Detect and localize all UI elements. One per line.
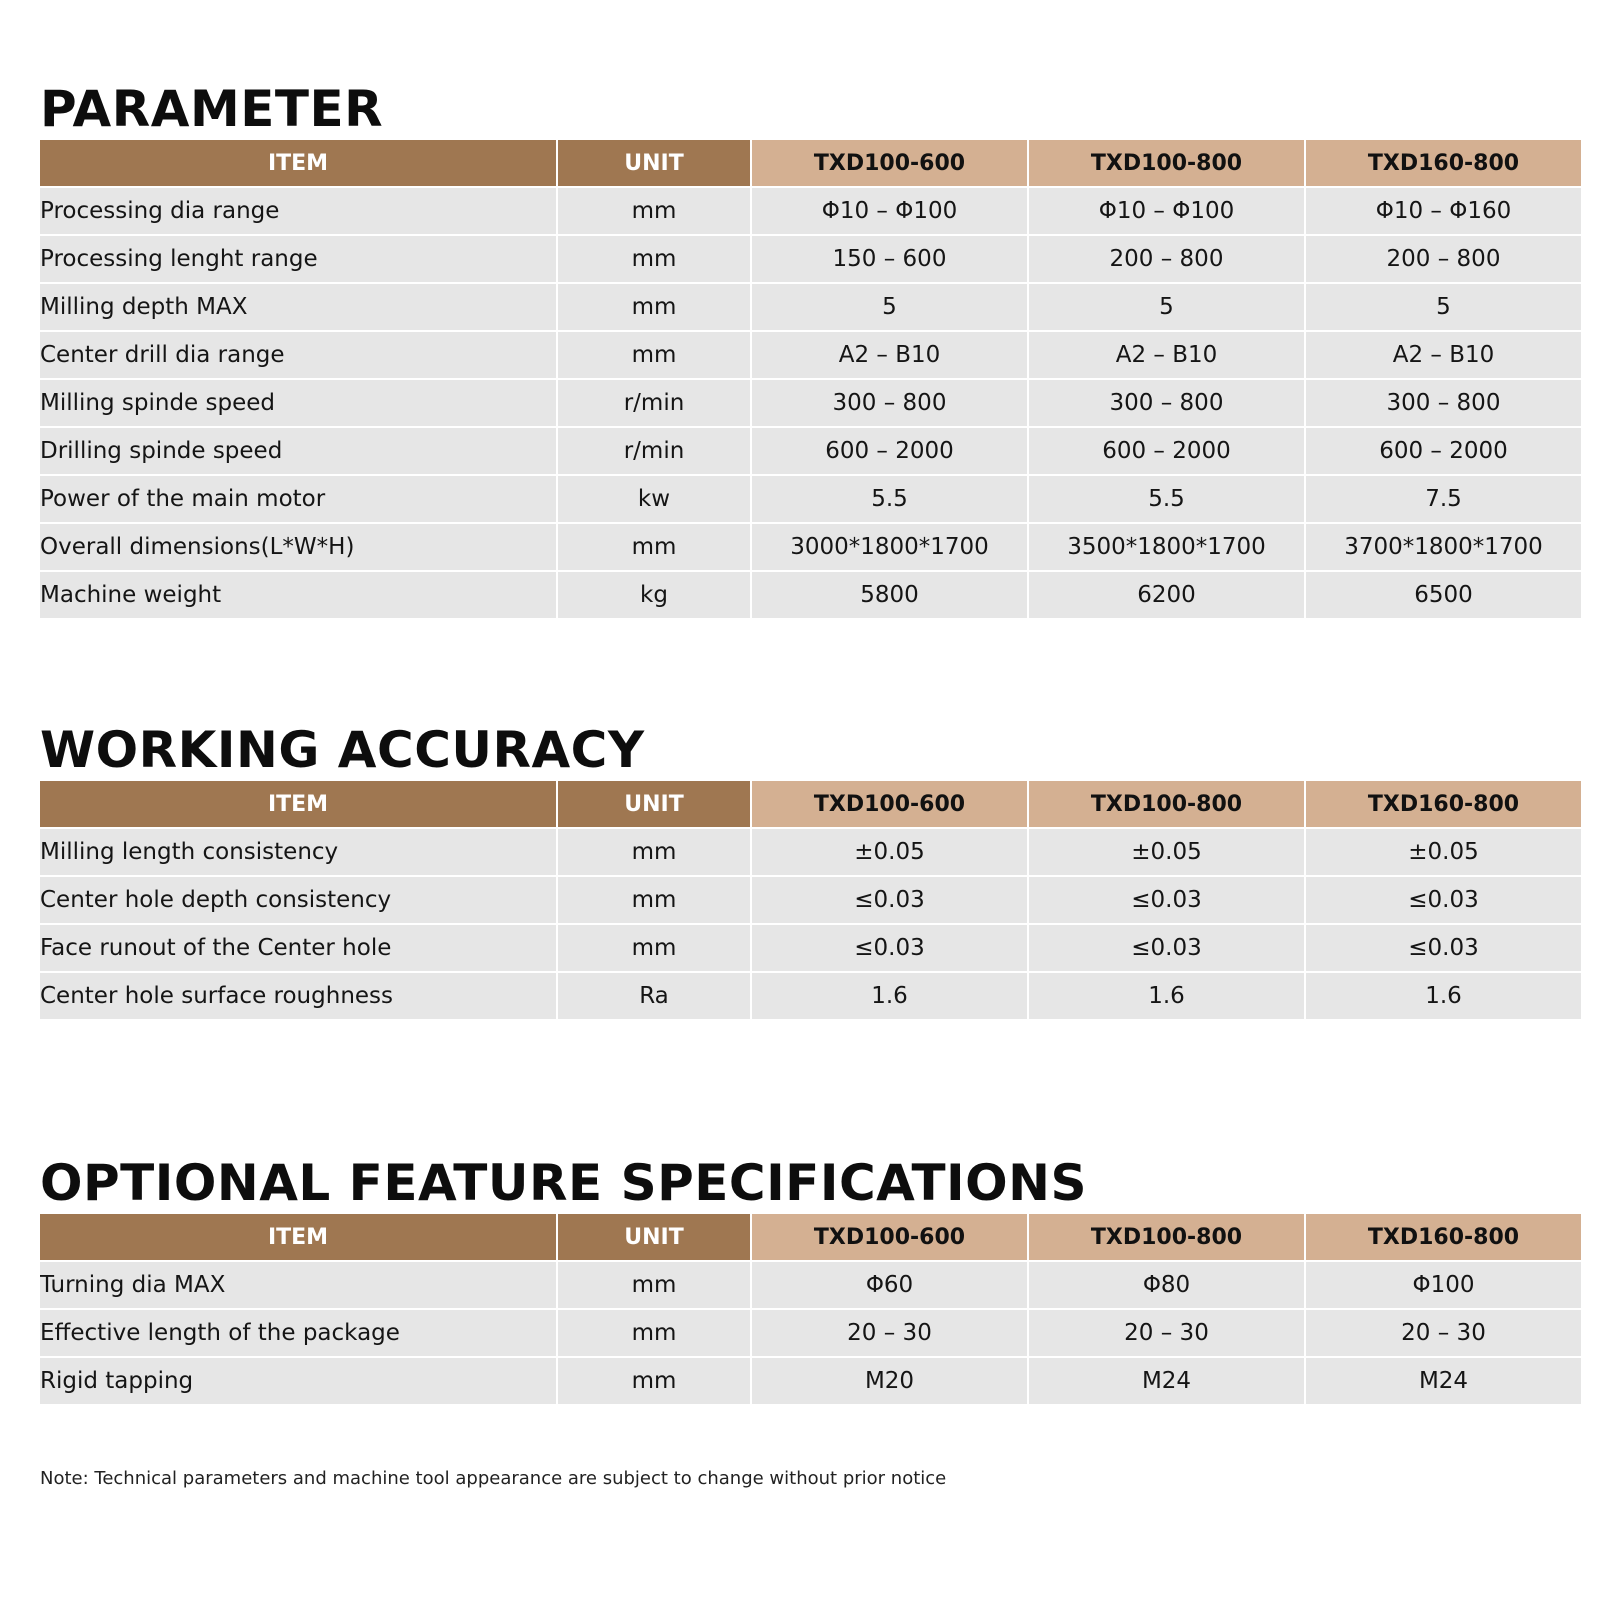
value-cell: 5800 [752,572,1027,618]
value-cell: 200 – 800 [1306,236,1581,282]
value-cell: ≤0.03 [1306,877,1581,923]
unit-cell: mm [558,1358,750,1404]
value-cell: 1.6 [752,973,1027,1019]
value-cell: ≤0.03 [1029,925,1304,971]
value-cell: M20 [752,1358,1027,1404]
table-row [40,284,1581,330]
table-row [40,829,1581,875]
value-cell: 1.6 [1306,973,1581,1019]
table-row [40,1358,1581,1404]
value-cell: A2 – B10 [752,332,1027,378]
item-cell: Overall dimensions(L*W*H) [40,524,556,570]
item-cell: Power of the main motor [40,476,556,522]
item-cell: Rigid tapping [40,1358,556,1404]
table-row [40,476,1581,522]
value-cell: 5 [1029,284,1304,330]
unit-cell: r/min [558,380,750,426]
value-cell: 600 – 2000 [1029,428,1304,474]
footnote: Note: Technical parameters and machine tool appearance are subject to change without prior notice [40,1468,947,1489]
value-cell: 20 – 30 [752,1310,1027,1356]
value-cell: 300 – 800 [1306,380,1581,426]
unit-cell: mm [558,284,750,330]
table-row [40,925,1581,971]
table-header [40,140,1581,186]
table-row [40,236,1581,282]
section-title-working-accuracy: WORKING ACCURACY [40,721,645,779]
optional-features-table [38,1212,1583,1406]
value-cell: ±0.05 [1029,829,1304,875]
column-header-model: TXD100-800 [1029,1214,1304,1260]
column-header-model: TXD100-600 [752,140,1027,186]
table-row [40,332,1581,378]
table-row [40,188,1581,234]
column-header-model: TXD160-800 [1306,140,1581,186]
item-cell: Milling length consistency [40,829,556,875]
item-cell: Milling depth MAX [40,284,556,330]
table-row [40,973,1581,1019]
table-header [40,1214,1581,1260]
column-header-item: ITEM [40,781,556,827]
value-cell: 3700*1800*1700 [1306,524,1581,570]
table-body [40,829,1581,1019]
table-body [40,188,1581,618]
value-cell: 150 – 600 [752,236,1027,282]
header-row [40,781,1581,827]
value-cell: 5.5 [752,476,1027,522]
value-cell: 7.5 [1306,476,1581,522]
column-header-unit: UNIT [558,140,750,186]
item-cell: Milling spinde speed [40,380,556,426]
column-header-model: TXD160-800 [1306,781,1581,827]
unit-cell: mm [558,524,750,570]
column-header-model: TXD100-600 [752,781,1027,827]
item-cell: Effective length of the package [40,1310,556,1356]
item-cell: Center hole depth consistency [40,877,556,923]
unit-cell: mm [558,925,750,971]
item-cell: Turning dia MAX [40,1262,556,1308]
value-cell: 600 – 2000 [752,428,1027,474]
table-row [40,1262,1581,1308]
item-cell: Processing dia range [40,188,556,234]
value-cell: 5 [1306,284,1581,330]
working-accuracy-table [38,779,1583,1021]
value-cell: A2 – B10 [1306,332,1581,378]
unit-cell: mm [558,1310,750,1356]
unit-cell: kw [558,476,750,522]
item-cell: Center drill dia range [40,332,556,378]
unit-cell: mm [558,829,750,875]
column-header-model: TXD100-800 [1029,781,1304,827]
unit-cell: mm [558,236,750,282]
column-header-item: ITEM [40,1214,556,1260]
value-cell: 600 – 2000 [1306,428,1581,474]
column-header-unit: UNIT [558,781,750,827]
value-cell: 20 – 30 [1306,1310,1581,1356]
column-header-item: ITEM [40,140,556,186]
table-header [40,781,1581,827]
value-cell: 1.6 [1029,973,1304,1019]
column-header-unit: UNIT [558,1214,750,1260]
item-cell: Center hole surface roughness [40,973,556,1019]
value-cell: Φ60 [752,1262,1027,1308]
table-row [40,572,1581,618]
value-cell: Φ10 – Φ100 [752,188,1027,234]
value-cell: 6500 [1306,572,1581,618]
table-row [40,1310,1581,1356]
value-cell: ±0.05 [1306,829,1581,875]
value-cell: ≤0.03 [1306,925,1581,971]
unit-cell: mm [558,188,750,234]
value-cell: Φ10 – Φ160 [1306,188,1581,234]
value-cell: 20 – 30 [1029,1310,1304,1356]
header-row [40,1214,1581,1260]
table-row [40,877,1581,923]
value-cell: A2 – B10 [1029,332,1304,378]
table-row [40,380,1581,426]
value-cell: 5 [752,284,1027,330]
table-body [40,1262,1581,1404]
value-cell: 5.5 [1029,476,1304,522]
column-header-model: TXD100-800 [1029,140,1304,186]
value-cell: Φ100 [1306,1262,1581,1308]
column-header-model: TXD100-600 [752,1214,1027,1260]
item-cell: Drilling spinde speed [40,428,556,474]
section-title-optional-features: OPTIONAL FEATURE SPECIFICATIONS [40,1154,1088,1212]
value-cell: 3000*1800*1700 [752,524,1027,570]
table-row [40,524,1581,570]
item-cell: Face runout of the Center hole [40,925,556,971]
parameter-table [38,138,1583,620]
item-cell: Machine weight [40,572,556,618]
section-title-parameter: PARAMETER [40,80,384,138]
unit-cell: mm [558,1262,750,1308]
unit-cell: mm [558,332,750,378]
value-cell: ≤0.03 [752,925,1027,971]
value-cell: M24 [1306,1358,1581,1404]
column-header-model: TXD160-800 [1306,1214,1581,1260]
value-cell: ≤0.03 [752,877,1027,923]
unit-cell: kg [558,572,750,618]
value-cell: Φ10 – Φ100 [1029,188,1304,234]
value-cell: ±0.05 [752,829,1027,875]
unit-cell: r/min [558,428,750,474]
value-cell: 3500*1800*1700 [1029,524,1304,570]
value-cell: 300 – 800 [752,380,1027,426]
item-cell: Processing lenght range [40,236,556,282]
value-cell: Φ80 [1029,1262,1304,1308]
table-row [40,428,1581,474]
unit-cell: mm [558,877,750,923]
value-cell: 200 – 800 [1029,236,1304,282]
unit-cell: Ra [558,973,750,1019]
value-cell: M24 [1029,1358,1304,1404]
value-cell: 6200 [1029,572,1304,618]
header-row [40,140,1581,186]
value-cell: 300 – 800 [1029,380,1304,426]
value-cell: ≤0.03 [1029,877,1304,923]
